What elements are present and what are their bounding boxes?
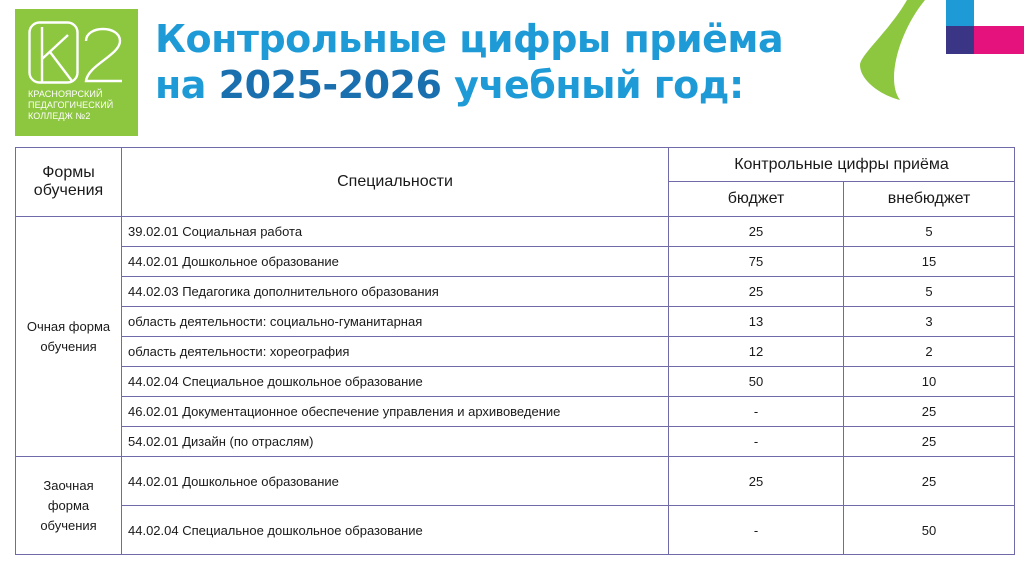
table-row xyxy=(16,247,1015,277)
blue-square xyxy=(946,0,974,26)
specialty-cell: область деятельности: хореография xyxy=(122,337,669,367)
admission-table xyxy=(15,147,1015,555)
budget-cell: 25 xyxy=(669,277,844,307)
table-row xyxy=(16,337,1015,367)
budget-cell: 75 xyxy=(669,247,844,277)
specialty-cell: область деятельности: социально-гуманитарная xyxy=(122,307,669,337)
table-row xyxy=(16,427,1015,457)
extra-cell: 10 xyxy=(844,367,1015,397)
title-line-1: Контрольные цифры приёма xyxy=(155,17,784,61)
header-specialty: Специальности xyxy=(122,148,669,217)
header-extra: внебюджет xyxy=(844,182,1015,217)
page-title xyxy=(155,16,783,108)
specialty-cell: 44.02.04 Специальное дошкольное образование xyxy=(122,367,669,397)
table-row xyxy=(16,307,1015,337)
header-form: Формы обучения xyxy=(16,148,122,217)
specialty-cell: 46.02.01 Документационное обеспечение управления и архивоведение xyxy=(122,397,669,427)
budget-cell: - xyxy=(669,506,844,555)
title-suffix: учебный год: xyxy=(441,63,744,107)
form-cell-fulltime: Очная форма обучения xyxy=(16,217,122,457)
table-row xyxy=(16,457,1015,506)
title-line-2 xyxy=(155,62,783,108)
table-row xyxy=(16,506,1015,555)
extra-cell: 25 xyxy=(844,457,1015,506)
specialty-cell: 44.02.04 Специальное дошкольное образование xyxy=(122,506,669,555)
table-row xyxy=(16,397,1015,427)
budget-cell: 13 xyxy=(669,307,844,337)
green-arc-shape xyxy=(860,0,925,100)
corner-decoration xyxy=(850,0,1024,110)
specialty-cell: 44.02.01 Дошкольное образование xyxy=(122,457,669,506)
extra-cell: 25 xyxy=(844,397,1015,427)
pink-square xyxy=(974,26,1024,54)
table-row xyxy=(16,217,1015,247)
specialty-cell: 44.02.01 Дошкольное образование xyxy=(122,247,669,277)
extra-cell: 5 xyxy=(844,277,1015,307)
title-year: 2025-2026 xyxy=(218,63,442,107)
budget-cell: 50 xyxy=(669,367,844,397)
extra-cell: 15 xyxy=(844,247,1015,277)
navy-square xyxy=(946,26,974,54)
header-budget: бюджет xyxy=(669,182,844,217)
budget-cell: 12 xyxy=(669,337,844,367)
title-prefix: на xyxy=(155,63,219,107)
budget-cell: - xyxy=(669,427,844,457)
table-row xyxy=(16,277,1015,307)
extra-cell: 2 xyxy=(844,337,1015,367)
k2-logo-icon xyxy=(28,21,125,85)
specialty-cell: 44.02.03 Педагогика дополнительного образования xyxy=(122,277,669,307)
header-control: Контрольные цифры приёма xyxy=(669,148,1015,182)
extra-cell: 3 xyxy=(844,307,1015,337)
extra-cell: 5 xyxy=(844,217,1015,247)
specialty-cell: 54.02.01 Дизайн (по отраслям) xyxy=(122,427,669,457)
budget-cell: - xyxy=(669,397,844,427)
budget-cell: 25 xyxy=(669,457,844,506)
college-logo xyxy=(15,9,138,136)
specialty-cell: 39.02.01 Социальная работа xyxy=(122,217,669,247)
table-row xyxy=(16,367,1015,397)
extra-cell: 25 xyxy=(844,427,1015,457)
header-row xyxy=(16,148,1015,182)
extra-cell: 50 xyxy=(844,506,1015,555)
budget-cell: 25 xyxy=(669,217,844,247)
college-name: КРАСНОЯРСКИЙ ПЕДАГОГИЧЕСКИЙ КОЛЛЕДЖ №2 xyxy=(28,89,114,121)
form-cell-parttime: Заочная форма обучения xyxy=(16,457,122,555)
